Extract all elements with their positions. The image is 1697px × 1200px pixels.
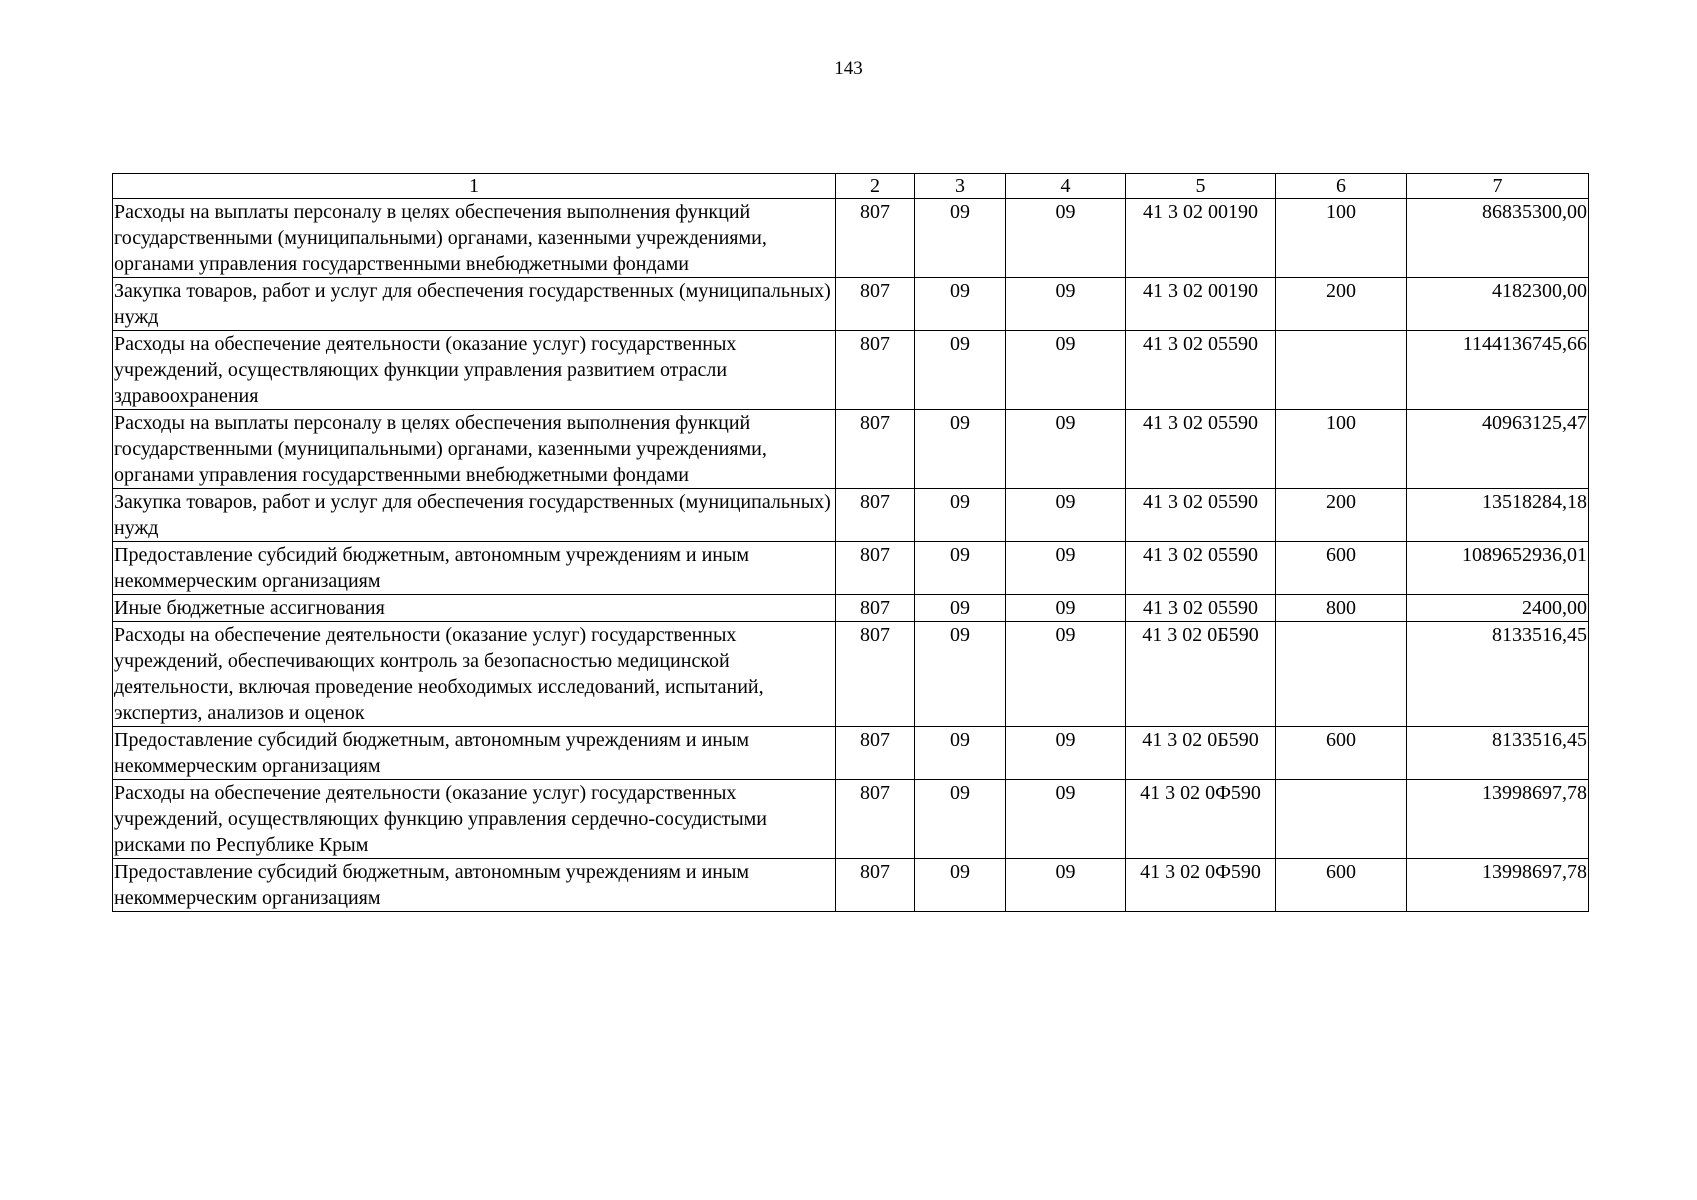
table-row [113, 595, 1589, 622]
amount-cell: 40963125,47 [1407, 410, 1589, 489]
expense-type-cell [1276, 622, 1407, 727]
expense-name-cell: Расходы на обеспечение деятельности (оказание услуг) государственных учреждений, осуществляющих функции управления развитием отрасли здравоохранения [113, 331, 836, 410]
target-article-cell: 41 3 02 0Ф590 [1126, 780, 1276, 859]
header-cell: 1 [113, 174, 836, 199]
section-cell: 09 [915, 859, 1006, 912]
section-cell: 09 [915, 727, 1006, 780]
subsection-cell: 09 [1006, 331, 1126, 410]
ministry-code-cell: 807 [836, 859, 915, 912]
table-row [113, 278, 1589, 331]
target-article-cell: 41 3 02 05590 [1126, 331, 1276, 410]
header-cell: 3 [915, 174, 1006, 199]
target-article-cell: 41 3 02 00190 [1126, 278, 1276, 331]
expense-type-cell: 600 [1276, 727, 1407, 780]
table-row [113, 727, 1589, 780]
ministry-code-cell: 807 [836, 780, 915, 859]
ministry-code-cell: 807 [836, 199, 915, 278]
amount-cell: 8133516,45 [1407, 622, 1589, 727]
expense-type-cell: 200 [1276, 278, 1407, 331]
table-row [113, 199, 1589, 278]
section-cell: 09 [915, 278, 1006, 331]
header-cell: 6 [1276, 174, 1407, 199]
amount-cell: 4182300,00 [1407, 278, 1589, 331]
target-article-cell: 41 3 02 05590 [1126, 489, 1276, 542]
expense-name-cell: Закупка товаров, работ и услуг для обеспечения государственных (муниципальных) нужд [113, 489, 836, 542]
section-cell: 09 [915, 489, 1006, 542]
target-article-cell: 41 3 02 00190 [1126, 199, 1276, 278]
expense-name-cell: Предоставление субсидий бюджетным, автономным учреждениям и иным некоммерческим организациям [113, 542, 836, 595]
table-row [113, 859, 1589, 912]
expense-type-cell: 600 [1276, 542, 1407, 595]
expense-name-cell: Предоставление субсидий бюджетным, автономным учреждениям и иным некоммерческим организациям [113, 727, 836, 780]
expense-type-cell: 600 [1276, 859, 1407, 912]
header-cell: 4 [1006, 174, 1126, 199]
amount-cell: 13518284,18 [1407, 489, 1589, 542]
subsection-cell: 09 [1006, 622, 1126, 727]
table-row [113, 489, 1589, 542]
expense-name-cell: Закупка товаров, работ и услуг для обеспечения государственных (муниципальных) нужд [113, 278, 836, 331]
subsection-cell: 09 [1006, 859, 1126, 912]
subsection-cell: 09 [1006, 199, 1126, 278]
subsection-cell: 09 [1006, 489, 1126, 542]
subsection-cell: 09 [1006, 278, 1126, 331]
amount-cell: 2400,00 [1407, 595, 1589, 622]
table-header-row [113, 174, 1589, 199]
page-number: 143 [834, 58, 863, 79]
section-cell: 09 [915, 595, 1006, 622]
expense-name-cell: Расходы на выплаты персоналу в целях обеспечения выполнения функций государственными (муниципальными) органами, казенными учреждениями, органами управления государственными внебюджетными фондами [113, 199, 836, 278]
table-row [113, 780, 1589, 859]
amount-cell: 1144136745,66 [1407, 331, 1589, 410]
expense-type-cell [1276, 331, 1407, 410]
expense-type-cell: 100 [1276, 410, 1407, 489]
subsection-cell: 09 [1006, 595, 1126, 622]
amount-cell: 13998697,78 [1407, 780, 1589, 859]
expense-type-cell [1276, 780, 1407, 859]
table-row [113, 331, 1589, 410]
target-article-cell: 41 3 02 0Б590 [1126, 622, 1276, 727]
expense-type-cell: 200 [1276, 489, 1407, 542]
expense-name-cell: Расходы на обеспечение деятельности (оказание услуг) государственных учреждений, обеспечивающих контроль за безопасностью медицинской деятельности, включая проведение необходимых исследований, испытаний, экспертиз, анализов и оценок [113, 622, 836, 727]
subsection-cell: 09 [1006, 780, 1126, 859]
expense-name-cell: Расходы на выплаты персоналу в целях обеспечения выполнения функций государственными (муниципальными) органами, казенными учреждениями, органами управления государственными внебюджетными фондами [113, 410, 836, 489]
section-cell: 09 [915, 410, 1006, 489]
ministry-code-cell: 807 [836, 489, 915, 542]
amount-cell: 13998697,78 [1407, 859, 1589, 912]
section-cell: 09 [915, 542, 1006, 595]
table-row [113, 410, 1589, 489]
ministry-code-cell: 807 [836, 595, 915, 622]
table-row [113, 542, 1589, 595]
target-article-cell: 41 3 02 0Б590 [1126, 727, 1276, 780]
amount-cell: 86835300,00 [1407, 199, 1589, 278]
subsection-cell: 09 [1006, 542, 1126, 595]
subsection-cell: 09 [1006, 410, 1126, 489]
expense-type-cell: 800 [1276, 595, 1407, 622]
header-cell: 7 [1407, 174, 1589, 199]
ministry-code-cell: 807 [836, 727, 915, 780]
target-article-cell: 41 3 02 05590 [1126, 410, 1276, 489]
section-cell: 09 [915, 199, 1006, 278]
ministry-code-cell: 807 [836, 542, 915, 595]
ministry-code-cell: 807 [836, 331, 915, 410]
budget-table [112, 173, 1589, 912]
expense-type-cell: 100 [1276, 199, 1407, 278]
target-article-cell: 41 3 02 05590 [1126, 542, 1276, 595]
target-article-cell: 41 3 02 05590 [1126, 595, 1276, 622]
ministry-code-cell: 807 [836, 278, 915, 331]
subsection-cell: 09 [1006, 727, 1126, 780]
header-cell: 5 [1126, 174, 1276, 199]
amount-cell: 1089652936,01 [1407, 542, 1589, 595]
section-cell: 09 [915, 331, 1006, 410]
amount-cell: 8133516,45 [1407, 727, 1589, 780]
ministry-code-cell: 807 [836, 410, 915, 489]
section-cell: 09 [915, 780, 1006, 859]
header-cell: 2 [836, 174, 915, 199]
expense-name-cell: Иные бюджетные ассигнования [113, 595, 836, 622]
expense-name-cell: Предоставление субсидий бюджетным, автономным учреждениям и иным некоммерческим организациям [113, 859, 836, 912]
table-row [113, 622, 1589, 727]
expense-name-cell: Расходы на обеспечение деятельности (оказание услуг) государственных учреждений, осуществляющих функцию управления сердечно-сосудистыми рисками по Республике Крым [113, 780, 836, 859]
ministry-code-cell: 807 [836, 622, 915, 727]
target-article-cell: 41 3 02 0Ф590 [1126, 859, 1276, 912]
section-cell: 09 [915, 622, 1006, 727]
